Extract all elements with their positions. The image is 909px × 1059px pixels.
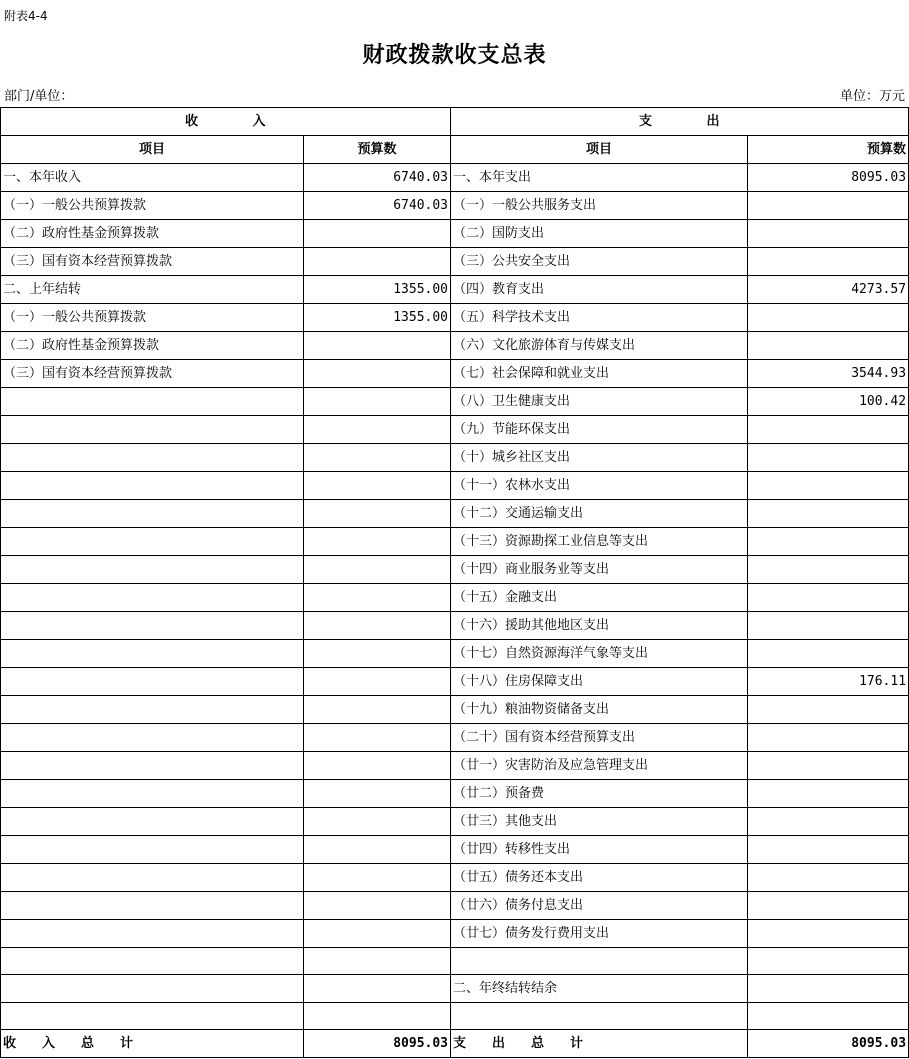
table-row [1,892,909,920]
expense-item-cell: （十六）援助其他地区支出 [451,612,748,640]
expense-amount-cell [748,444,909,472]
table-row [1,304,909,332]
income-section-header: 收 入 [1,108,451,136]
income-amount-cell [304,444,451,472]
expense-item-cell: 一、本年支出 [451,164,748,192]
expense-item-cell: （十九）粮油物资储备支出 [451,696,748,724]
table-row [1,388,909,416]
budget-table [0,107,909,1058]
expense-item-cell: （十一）农林水支出 [451,472,748,500]
expense-item-cell: （廿一）灾害防治及应急管理支出 [451,752,748,780]
table-row [1,808,909,836]
table-row [1,864,909,892]
expense-item-cell: （十三）资源勘探工业信息等支出 [451,528,748,556]
expense-item-cell: （十）城乡社区支出 [451,444,748,472]
income-item-cell [1,696,304,724]
income-amount-cell [304,724,451,752]
expense-amount-cell [748,808,909,836]
expense-item-cell: （七）社会保障和就业支出 [451,360,748,388]
income-amount-cell [304,948,451,975]
expense-amount-cell [748,472,909,500]
income-item-cell [1,948,304,975]
income-amount-cell: 1355.00 [304,276,451,304]
income-item-cell: 一、本年收入 [1,164,304,192]
expense-item-cell: （十二）交通运输支出 [451,500,748,528]
income-item-cell [1,528,304,556]
income-amount-cell [304,472,451,500]
income-amount-cell [304,612,451,640]
income-item-cell: （三）国有资本经营预算拨款 [1,248,304,276]
expense-section-header: 支 出 [451,108,909,136]
income-amount-cell [304,528,451,556]
table-row [1,752,909,780]
expense-item-cell: （廿三）其他支出 [451,808,748,836]
expense-amount-cell [748,920,909,948]
income-total-amount: 8095.03 [304,1030,451,1058]
income-item-cell [1,556,304,584]
expense-amount-cell [748,528,909,556]
expense-amount-cell [748,500,909,528]
income-item-header: 项目 [1,136,304,164]
income-item-cell: （一）一般公共预算拨款 [1,192,304,220]
income-amount-cell: 6740.03 [304,164,451,192]
income-amount-cell [304,220,451,248]
expense-amount-cell: 3544.93 [748,360,909,388]
income-amount-cell: 6740.03 [304,192,451,220]
expense-item-cell: （九）节能环保支出 [451,416,748,444]
column-header-row [1,136,909,164]
income-item-cell [1,780,304,808]
expense-item-cell: （四）教育支出 [451,276,748,304]
expense-amount-cell [748,724,909,752]
expense-item-cell: （一）一般公共服务支出 [451,192,748,220]
income-item-cell [1,612,304,640]
income-item-cell [1,444,304,472]
expense-amount-cell [748,975,909,1003]
income-item-cell [1,836,304,864]
expense-amount-header: 预算数 [748,136,909,164]
table-row [1,332,909,360]
expense-item-cell: （廿六）债务付息支出 [451,892,748,920]
income-amount-cell [304,668,451,696]
table-row [1,500,909,528]
expense-amount-cell [748,640,909,668]
table-row [1,948,909,975]
expense-item-cell: （五）科学技术支出 [451,304,748,332]
expense-amount-cell [748,416,909,444]
expense-item-cell: （二十）国有资本经营预算支出 [451,724,748,752]
expense-amount-cell [748,1003,909,1030]
table-row [1,724,909,752]
expense-total-label: 支 出 总 计 [451,1030,748,1058]
income-amount-cell [304,640,451,668]
expense-item-cell: 二、年终结转结余 [451,975,748,1003]
income-item-cell: （一）一般公共预算拨款 [1,304,304,332]
income-amount-cell [304,248,451,276]
income-amount-cell [304,864,451,892]
expense-item-cell: （六）文化旅游体育与传媒支出 [451,332,748,360]
expense-amount-cell: 100.42 [748,388,909,416]
table-row [1,416,909,444]
income-amount-cell [304,836,451,864]
income-amount-cell [304,332,451,360]
expense-amount-cell [748,780,909,808]
income-amount-header: 预算数 [304,136,451,164]
appendix-label: 附表4-4 [4,9,48,23]
income-item-cell [1,416,304,444]
income-item-cell: （三）国有资本经营预算拨款 [1,360,304,388]
expense-item-cell: （二）国防支出 [451,220,748,248]
expense-amount-cell: 176.11 [748,668,909,696]
expense-amount-cell [748,836,909,864]
income-item-cell [1,1003,304,1030]
table-row [1,1003,909,1030]
income-amount-cell [304,920,451,948]
income-item-cell [1,892,304,920]
income-item-cell [1,584,304,612]
expense-amount-cell [748,332,909,360]
income-amount-cell [304,808,451,836]
income-amount-cell [304,500,451,528]
table-row [1,192,909,220]
expense-amount-cell [748,948,909,975]
income-amount-cell [304,1003,451,1030]
expense-item-cell: （十七）自然资源海洋气象等支出 [451,640,748,668]
section-header-row [1,108,909,136]
budget-table-body [1,108,909,1058]
income-amount-cell [304,892,451,920]
expense-amount-cell [748,192,909,220]
table-row [1,556,909,584]
table-row [1,780,909,808]
income-amount-cell: 1355.00 [304,304,451,332]
income-item-cell: （二）政府性基金预算拨款 [1,332,304,360]
income-item-cell [1,975,304,1003]
expense-item-cell: （八）卫生健康支出 [451,388,748,416]
total-row [1,1030,909,1058]
table-row [1,836,909,864]
income-item-cell [1,472,304,500]
income-item-cell [1,388,304,416]
expense-item-cell: （十八）住房保障支出 [451,668,748,696]
expense-item-cell: （三）公共安全支出 [451,248,748,276]
table-row [1,920,909,948]
table-row [1,164,909,192]
income-item-cell: 二、上年结转 [1,276,304,304]
expense-amount-cell [748,220,909,248]
table-row [1,612,909,640]
income-amount-cell [304,556,451,584]
table-row [1,248,909,276]
table-row [1,276,909,304]
expense-amount-cell: 8095.03 [748,164,909,192]
table-row [1,220,909,248]
income-item-cell: （二）政府性基金预算拨款 [1,220,304,248]
table-row [1,696,909,724]
expense-amount-cell [748,304,909,332]
expense-amount-cell [748,864,909,892]
table-row [1,584,909,612]
expense-item-cell [451,948,748,975]
income-amount-cell [304,780,451,808]
expense-amount-cell [748,612,909,640]
page-title: 财政拨款收支总表 [362,42,547,68]
income-item-cell [1,668,304,696]
expense-amount-cell [748,892,909,920]
table-row [1,528,909,556]
income-amount-cell [304,696,451,724]
expense-item-header: 项目 [451,136,748,164]
expense-item-cell: （十五）金融支出 [451,584,748,612]
expense-item-cell: （廿七）债务发行费用支出 [451,920,748,948]
income-item-cell [1,920,304,948]
expense-amount-cell [748,584,909,612]
income-amount-cell [304,752,451,780]
income-item-cell [1,864,304,892]
income-item-cell [1,640,304,668]
department-label: 部门/单位： [4,89,74,104]
table-row [1,444,909,472]
unit-label: 单位：万元 [839,89,905,104]
income-amount-cell [304,360,451,388]
income-item-cell [1,808,304,836]
income-item-cell [1,724,304,752]
table-row [1,975,909,1003]
income-total-label: 收 入 总 计 [1,1030,304,1058]
income-amount-cell [304,388,451,416]
income-amount-cell [304,975,451,1003]
table-row [1,472,909,500]
income-item-cell [1,752,304,780]
expense-item-cell: （廿二）预备费 [451,780,748,808]
expense-item-cell [451,1003,748,1030]
expense-item-cell: （十四）商业服务业等支出 [451,556,748,584]
expense-amount-cell [748,556,909,584]
expense-amount-cell [748,248,909,276]
table-row [1,640,909,668]
income-amount-cell [304,584,451,612]
expense-amount-cell [748,696,909,724]
income-amount-cell [304,416,451,444]
expense-amount-cell [748,752,909,780]
table-row [1,668,909,696]
expense-item-cell: （廿四）转移性支出 [451,836,748,864]
income-item-cell [1,500,304,528]
expense-amount-cell: 4273.57 [748,276,909,304]
expense-item-cell: （廿五）债务还本支出 [451,864,748,892]
expense-total-amount: 8095.03 [748,1030,909,1058]
table-row [1,360,909,388]
